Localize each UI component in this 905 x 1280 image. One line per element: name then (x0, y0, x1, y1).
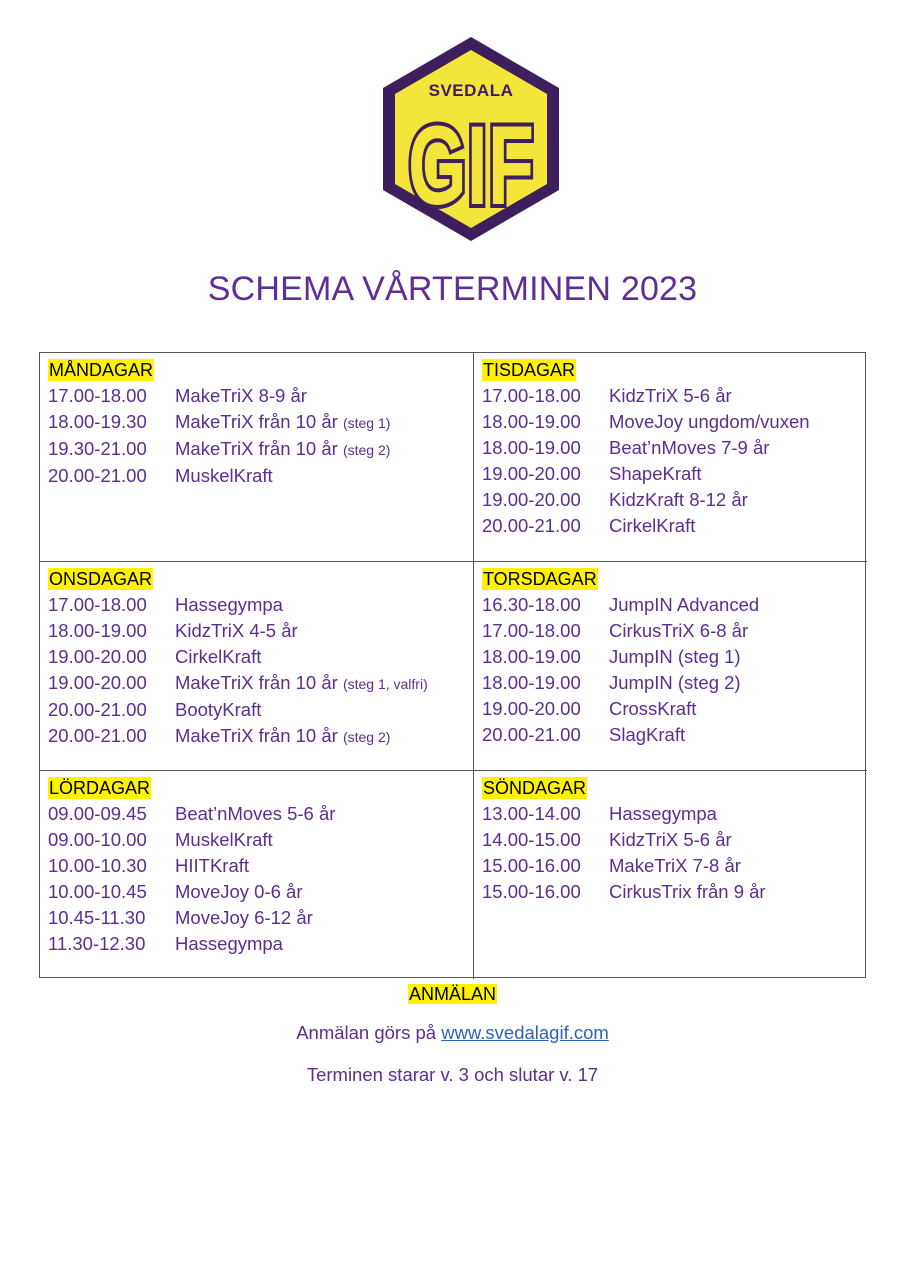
schedule-time: 18.00-19.30 (48, 411, 147, 432)
schedule-time: 20.00-21.00 (482, 724, 581, 745)
activity-name: JumpIN Advanced (609, 594, 760, 615)
schedule-activity (609, 513, 695, 539)
schedule-activity (175, 409, 390, 436)
schedule-item (48, 723, 465, 750)
schedule-activity (609, 853, 741, 879)
day-heading: LÖRDAGAR (49, 778, 151, 798)
activity-name: CirkelKraft (609, 515, 696, 536)
schedule-time: 19.00-20.00 (48, 646, 147, 667)
page-title: SCHEMA VÅRTERMINEN 2023 (207, 270, 698, 308)
schedule-activity (175, 697, 261, 723)
schedule-time: 15.00-16.00 (482, 855, 581, 876)
schedule-time: 19.30-21.00 (48, 438, 147, 459)
schedule-item (48, 618, 465, 644)
schedule-item (48, 697, 465, 723)
day-heading: TISDAGAR (483, 360, 576, 380)
schedule-item (48, 670, 465, 697)
schedule-time: 16.30-18.00 (482, 594, 581, 615)
logo-main-text-fill: GIF (408, 103, 534, 228)
activity-name: CirkusTrix från 9 år (609, 881, 766, 902)
schedule-item (482, 435, 859, 461)
schedule-activity (175, 644, 261, 670)
activity-note: (steg 2) (342, 442, 391, 458)
schedule-time: 19.00-20.00 (482, 489, 581, 510)
activity-name: HIITKraft (175, 855, 250, 876)
schedule-item (482, 670, 859, 696)
schedule-time: 18.00-19.00 (482, 646, 581, 667)
club-logo (382, 36, 560, 242)
schedule-time: 10.45-11.30 (48, 907, 146, 928)
signup-line (0, 1022, 905, 1044)
schedule-time: 19.00-20.00 (482, 698, 581, 719)
activity-note: (steg 1) (342, 415, 391, 431)
schedule-item (482, 722, 859, 748)
schedule-activity (609, 827, 732, 853)
activity-name: Hassegympa (175, 933, 283, 954)
schedule-activity (175, 931, 283, 957)
schedule-time: 17.00-18.00 (48, 594, 147, 615)
schedule-time: 14.00-15.00 (482, 829, 581, 850)
schedule-time: 17.00-18.00 (482, 620, 581, 641)
activity-name: MakeTriX från 10 år (175, 438, 338, 459)
activity-name: CirkelKraft (175, 646, 262, 667)
club-logo-graphic (382, 36, 560, 242)
schedule-time: 18.00-19.00 (48, 620, 147, 641)
activity-name: KidzTriX 4-5 år (175, 620, 298, 641)
schedule-item (482, 409, 859, 435)
schedule-item (482, 696, 859, 722)
schedule-item (48, 879, 465, 905)
schedule-item (48, 827, 465, 853)
activity-name: Hassegympa (175, 594, 283, 615)
schedule-activity (175, 827, 273, 853)
schedule-item (48, 463, 465, 489)
schedule-activity (609, 801, 717, 827)
schedule-item (482, 618, 859, 644)
schedule-time: 20.00-21.00 (48, 725, 147, 746)
day-wednesday (40, 562, 474, 771)
schedule-time: 19.00-20.00 (482, 463, 581, 484)
day-heading: MÅNDAGAR (49, 360, 154, 380)
activity-name: MuskelKraft (175, 465, 273, 486)
schedule-time: 10.00-10.30 (48, 855, 147, 876)
schedule-time: 18.00-19.00 (482, 672, 581, 693)
schedule-item (48, 801, 465, 827)
activity-name: MoveJoy 0-6 år (175, 881, 303, 902)
day-heading: TORSDAGAR (483, 569, 597, 589)
schedule-activity (609, 644, 741, 670)
schedule-activity (609, 618, 748, 644)
activity-name: JumpIN (steg 1) (609, 646, 741, 667)
activity-name: MakeTriX 7-8 år (609, 855, 741, 876)
schedule-activity (175, 592, 283, 618)
schedule-time: 17.00-18.00 (482, 385, 581, 406)
day-sunday (474, 771, 867, 979)
schedule-item (48, 644, 465, 670)
schedule-activity (609, 592, 759, 618)
schedule-item (48, 436, 465, 463)
activity-name: MakeTriX från 10 år (175, 725, 338, 746)
activity-name: Hassegympa (609, 803, 717, 824)
schedule-activity (609, 435, 769, 461)
schedule-item (48, 592, 465, 618)
schedule-time: 18.00-19.00 (482, 411, 581, 432)
activity-name: MoveJoy ungdom/vuxen (609, 411, 810, 432)
schedule-item (48, 853, 465, 879)
schedule-item (482, 644, 859, 670)
day-monday (40, 353, 474, 562)
schedule-item (482, 879, 859, 905)
schedule-activity (609, 487, 748, 513)
schedule-item (482, 383, 859, 409)
schedule-activity (609, 722, 685, 748)
day-heading: ONSDAGAR (49, 569, 153, 589)
activity-note: (steg 2) (342, 729, 391, 745)
activity-name: MuskelKraft (175, 829, 273, 850)
schedule-activity (609, 409, 810, 435)
schedule-activity (175, 853, 249, 879)
schedule-item (482, 513, 859, 539)
logo-main-text: GIF (408, 103, 534, 228)
schedule-activity (175, 670, 428, 697)
schedule-time: 11.30-12.30 (48, 933, 146, 954)
activity-name: KidzKraft 8-12 år (609, 489, 748, 510)
term-info: Terminen starar v. 3 och slutar v. 17 (306, 1064, 599, 1085)
schedule-time: 17.00-18.00 (48, 385, 147, 406)
activity-name: MakeTriX 8-9 år (175, 385, 307, 406)
signup-prefix: Anmälan görs på (296, 1022, 442, 1043)
day-thursday (474, 562, 867, 771)
schedule-item (482, 461, 859, 487)
schedule-activity (175, 879, 303, 905)
signup-heading-wrap (0, 984, 905, 1005)
schedule-item (482, 487, 859, 513)
day-tuesday (474, 353, 867, 562)
schedule-time: 10.00-10.45 (48, 881, 147, 902)
activity-name: MoveJoy 6-12 år (175, 907, 313, 928)
activity-name: BootyKraft (175, 699, 262, 720)
activity-name: SlagKraft (609, 724, 686, 745)
schedule-activity (175, 463, 273, 489)
activity-name: MakeTriX från 10 år (175, 411, 338, 432)
activity-name: CrossKraft (609, 698, 697, 719)
schedule-item (482, 592, 859, 618)
schedule-time: 09.00-10.00 (48, 829, 147, 850)
schedule-time: 15.00-16.00 (482, 881, 581, 902)
schedule-time: 09.00-09.45 (48, 803, 147, 824)
schedule-activity (609, 879, 766, 905)
schedule-activity (175, 436, 390, 463)
signup-heading: ANMÄLAN (408, 984, 497, 1004)
schedule-time: 20.00-21.00 (48, 465, 147, 486)
activity-name: MakeTriX från 10 år (175, 672, 338, 693)
day-heading: SÖNDAGAR (483, 778, 587, 798)
activity-name: CirkusTriX 6-8 år (609, 620, 749, 641)
activity-name: ShapeKraft (609, 463, 702, 484)
schedule-activity (175, 383, 307, 409)
schedule-item (48, 383, 465, 409)
activity-name: JumpIN (steg 2) (609, 672, 741, 693)
schedule-time: 13.00-14.00 (482, 803, 581, 824)
schedule-grid (39, 352, 866, 978)
schedule-time: 19.00-20.00 (48, 672, 147, 693)
schedule-activity (609, 670, 741, 696)
schedule-time: 20.00-21.00 (48, 699, 147, 720)
schedule-time: 18.00-19.00 (482, 437, 581, 458)
schedule-item (482, 801, 859, 827)
activity-name: Beat’nMoves 7-9 år (609, 437, 770, 458)
schedule-activity (175, 905, 313, 931)
schedule-item (48, 409, 465, 436)
activity-name: KidzTriX 5-6 år (609, 829, 732, 850)
schedule-activity (175, 618, 298, 644)
schedule-activity (609, 383, 732, 409)
activity-note: (steg 1, valfri) (342, 676, 428, 692)
schedule-activity (175, 723, 390, 750)
schedule-time: 20.00-21.00 (482, 515, 581, 536)
schedule-activity (175, 801, 335, 827)
schedule-item (482, 853, 859, 879)
schedule-item (482, 827, 859, 853)
schedule-item (48, 931, 465, 957)
schedule-activity (609, 461, 702, 487)
signup-link[interactable]: www.svedalagif.com (441, 1022, 609, 1043)
schedule-activity (609, 696, 696, 722)
activity-name: KidzTriX 5-6 år (609, 385, 732, 406)
activity-name: Beat’nMoves 5-6 år (175, 803, 336, 824)
schedule-item (48, 905, 465, 931)
day-saturday (40, 771, 474, 979)
logo-top-text: SVEDALA (428, 81, 514, 100)
